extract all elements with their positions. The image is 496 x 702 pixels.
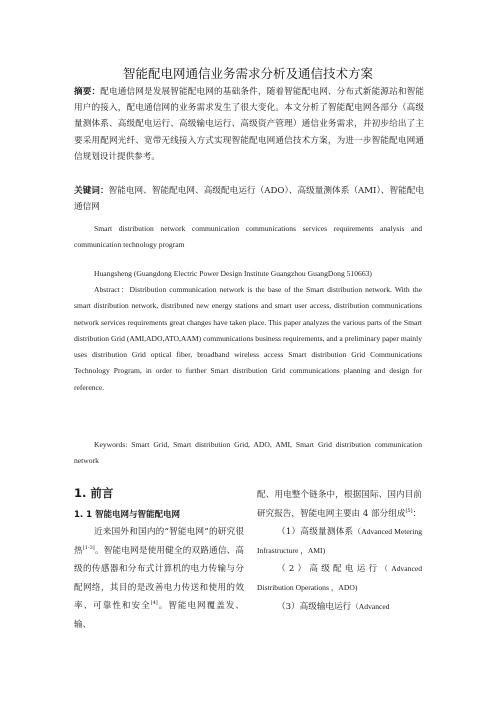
citation-ref: [1-3]: [82, 544, 95, 551]
keywords-text: 智能电网、智能配电网、高级配电运行（ADO）、高级量测体系（AMI）、智能配电通信网: [74, 186, 424, 213]
list-item: （3）高级输电运行（Advanced: [277, 601, 390, 612]
keywords-label: 关键词：: [74, 186, 109, 196]
english-keywords: Keywords: Smart Grid, Smart distribution Grid, ADO, AMI, Smart Grid distribution communication network: [74, 440, 422, 466]
english-title: Smart distribution network communication communications services requirements analysis and communication technology program: [74, 224, 422, 250]
right-column: [257, 486, 422, 616]
chinese-keywords: [74, 183, 424, 215]
english-abstract: Abstract：Distribution communication network is the base of the Smart distribution network. With the smart distribution network, distributed new energy stations and smart user access, distribution communications network services requirements great changes have taken place. This paper analyzes the various parts of the Smart distribution Grid (AMI,ADO,ATO,AAM) communications business requirements, and a preliminary paper mainly uses distribution Grid optical fiber, broadband wireless access Smart distribution Grid Communications Technology Program, in order to further Smart distribution Grid communications planning and design for reference.: [74, 285, 422, 392]
right-column-paragraph: 配、用电整个链条中，根据国际、国内目前研究报告，智能电网主要由 4 部分组成[5]：: [257, 490, 422, 519]
abstract-label: 摘要：: [74, 87, 101, 97]
abstract-text: 配电通信网是发展智能配电网的基础条件，随着智能配电网、分布式新能源站和智能用户的接入，配电通信网的业务需求发生了很大变化。本文分析了智能配电网各部分（高级量测体系、高级配电运行、高级输电运行、高级资产管理）通信业务需求，并初步给出了主要采用配网光纤、宽带无线接入方式实现智能配电网通信技术方案，为进一步智能配电网通信规划设计提供参考。: [74, 87, 424, 162]
left-column-paragraph: 近来国外和国内的“智能电网”的研究很热[1-3]。智能电网是使用健全的双路通信、高级的传感器和分布式计算机的电力传输与分配网络，其目的是改善电力传送和使用的效率、可靠性和安全[4]。智能电网覆盖发、输、: [74, 527, 244, 630]
section-heading: 1. 前言: [74, 486, 114, 500]
list-item: （2）高级配电运行（Advanced Distribution Operations ，ADO): [257, 564, 422, 592]
paper-title: 智能配电网通信业务需求分析及通信技术方案: [122, 66, 373, 81]
citation-ref: [4]: [150, 600, 158, 607]
subsection-heading: 1. 1 智能电网与智能配电网: [74, 510, 180, 520]
english-author: Huangsheng (Guangdong Electric Power Design Institute Guangzhou GuangDong 510663): [94, 269, 372, 278]
list-item: （1）高级量测体系（Advanced Metering Infrastructure ，AMI): [257, 527, 422, 555]
chinese-abstract: [74, 84, 424, 165]
citation-ref: [5]: [405, 507, 413, 514]
